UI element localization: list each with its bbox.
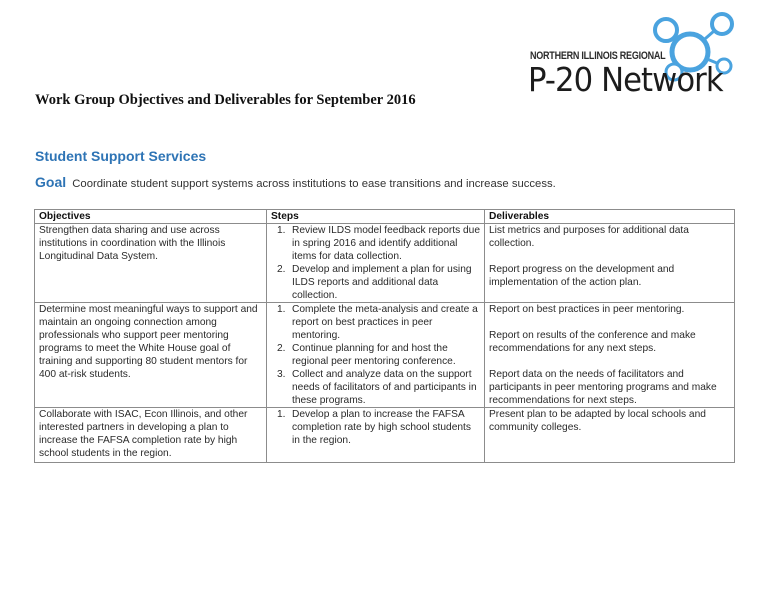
steps-list: [271, 303, 480, 407]
deliverable-item: Report on results of the conference and make recommendations for any next steps.: [489, 330, 696, 354]
deliverable-item: Report on best practices in peer mentoring.: [489, 304, 685, 315]
step-text: Develop a plan to increase the FAFSA completion rate by high school students in the region.: [292, 409, 471, 446]
objectives-table: [34, 209, 735, 463]
step-number: 1.: [277, 409, 286, 420]
header-steps: Steps: [267, 210, 485, 224]
step-number: 3.: [277, 369, 286, 380]
steps-cell: [267, 224, 485, 303]
step-text: Continue planning for and host the regional peer mentoring conference.: [292, 343, 456, 367]
logo-org-text: NORTHERN ILLINOIS REGIONAL: [530, 50, 666, 62]
step-item: [271, 342, 480, 368]
step-item: [271, 263, 480, 302]
table-row: [35, 224, 735, 303]
steps-list: [271, 224, 480, 302]
step-text: Complete the meta-analysis and create a report on best practices in peer mentoring.: [292, 304, 478, 341]
deliverables-cell: [485, 224, 735, 303]
goal-text: Coordinate student support systems across institutions to ease transitions and increase success.: [72, 178, 556, 190]
header-deliverables: Deliverables: [485, 210, 735, 224]
goal-label: Goal: [35, 174, 67, 190]
objective-cell: Collaborate with ISAC, Econ Illinois, and other interested partners in developing a plan to increase the FAFSA completion rate by high school students in the region.: [35, 408, 267, 463]
step-text: Collect and analyze data on the support needs of facilitators of and participants in these programs.: [292, 369, 477, 406]
deliverables-cell: [485, 408, 735, 463]
steps-cell: [267, 408, 485, 463]
table-header-row: [35, 210, 735, 224]
step-number: 1.: [277, 225, 286, 236]
deliverable-item: Present plan to be adapted by local schools and community colleges.: [489, 409, 706, 433]
step-text: Develop and implement a plan for using ILDS reports and additional data collection.: [292, 264, 472, 301]
objective-cell: Strengthen data sharing and use across institutions in coordination with the Illinois Longitudinal Data System.: [35, 224, 267, 303]
steps-list: [271, 408, 480, 447]
table-row: [35, 303, 735, 408]
document-title: Work Group Objectives and Deliverables for September 2016: [35, 92, 416, 108]
goal-statement: [35, 174, 556, 190]
step-item: [271, 224, 480, 263]
deliverable-item: Report progress on the development and implementation of the action plan.: [489, 264, 675, 288]
deliverables-cell: [485, 303, 735, 408]
step-number: 1.: [277, 304, 286, 315]
section-title: Student Support Services: [35, 148, 207, 164]
step-item: [271, 408, 480, 447]
objective-cell: Determine most meaningful ways to support and maintain an ongoing connection among professionals who support peer mentoring programs to meet the White House goal of training and supporting 80 student mentors for 400 at-risk students.: [35, 303, 267, 408]
p20-network-logo: [528, 10, 738, 99]
deliverable-item: Report data on the needs of facilitators and participants in peer mentoring programs and make recommendations for next steps.: [489, 369, 717, 406]
deliverable-item: List metrics and purposes for additional data collection.: [489, 225, 689, 249]
step-text: Review ILDS model feedback reports due in spring 2016 and identify additional items for data collection.: [292, 225, 481, 262]
logo-name-text: P-20 Network: [528, 60, 723, 99]
step-item: [271, 368, 480, 407]
step-number: 2.: [277, 343, 286, 354]
step-number: 2.: [277, 264, 286, 275]
table-row: [35, 408, 735, 463]
header-objectives: Objectives: [35, 210, 267, 224]
step-item: [271, 303, 480, 342]
steps-cell: [267, 303, 485, 408]
